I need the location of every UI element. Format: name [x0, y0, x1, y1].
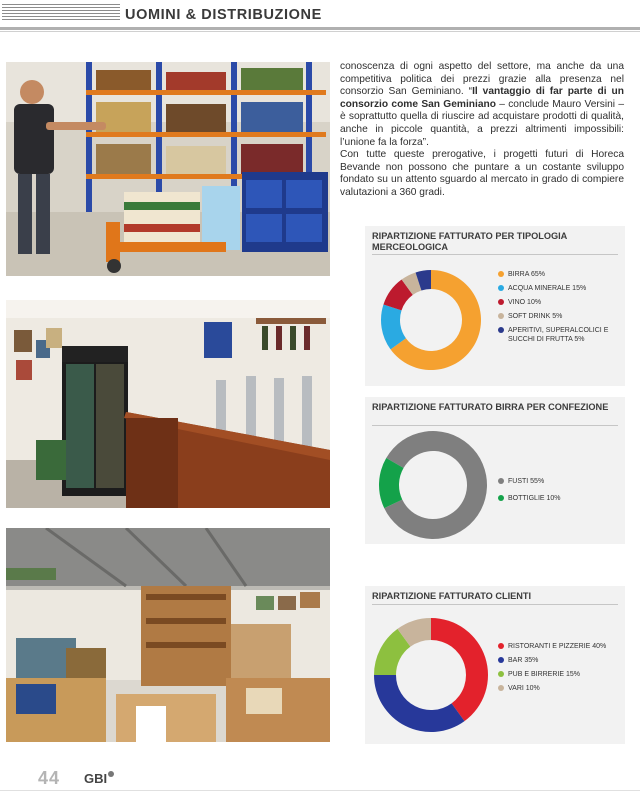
warehouse-photo: [6, 62, 330, 276]
chart-title-rule: [372, 604, 618, 605]
donut-slice-1: [431, 618, 488, 721]
legend-item: APERITIVI, SUPERALCOLICI E SUCCHI DI FRUTTA 5%: [498, 326, 626, 344]
legend-item: RISTORANTI E PIZZERIE 40%: [498, 642, 626, 651]
donut-slice-2: [374, 675, 465, 732]
legend-item: BIRRA 65%: [498, 270, 626, 279]
donut-chart-birra: [365, 425, 497, 542]
chart-legend: [498, 477, 626, 508]
legend-item: VARI 10%: [498, 684, 626, 693]
legend-item: PUB E BIRRERIE 15%: [498, 670, 626, 679]
header-rule-thin: [0, 31, 640, 32]
legend-item: VINO 10%: [498, 298, 626, 307]
page-number: 44: [38, 768, 61, 788]
chart-title-rule: [372, 254, 618, 255]
publisher-logo: GBI: [84, 771, 114, 786]
chart-legend: [498, 642, 626, 698]
legend-item: FUSTI 55%: [498, 477, 626, 486]
header-rule: [0, 27, 640, 30]
section-title: UOMINI & DISTRIBUZIONE: [125, 7, 322, 23]
chart-title: RIPARTIZIONE FATTURATO BIRRA PER CONFEZIONE: [372, 402, 609, 412]
chart-panel-clienti: [365, 586, 625, 744]
legend-item: SOFT DRINK 5%: [498, 312, 626, 321]
legend-item: ACQUA MINERALE 15%: [498, 284, 626, 293]
chart-panel-merceologica: [365, 226, 625, 386]
chart-title: RIPARTIZIONE FATTURATO PER TIPOLOGIA MERCEOLOGICA: [372, 231, 567, 252]
bar-interior-photo: [6, 300, 330, 508]
donut-slice-1: [384, 431, 487, 539]
article-paragraph-2: Con tutte queste prerogative, i progetti futuri di Horeca Bevande non possono che puntare a un costante sviluppo fondato su un attento sguardo al mercato in grado di compiere valutazioni a 360 gradi.: [340, 149, 624, 198]
donut-chart-merceologica: [365, 256, 497, 386]
store-photo: [6, 528, 330, 742]
chart-legend: [498, 270, 626, 349]
footer-rule: [0, 790, 640, 791]
article-paragraph-1: conoscenza di ogni aspetto del settore, ma anche da una competitiva politica dei prezzi grazie alla presenza nel consorzio San Geminiano. “Il vantaggio di far parte di un consorzio come San Geminiano – conclude Mauro Versini – è soprattutto quella di riuscire ad acquistare prodotti di qualità, anche in piccole quantità, a prezzi altrimenti impossibili: l’unione fa la forza”.: [340, 61, 625, 148]
chart-title: RIPARTIZIONE FATTURATO CLIENTI: [372, 591, 532, 601]
legend-item: BAR 35%: [498, 656, 626, 665]
article-text: [340, 61, 624, 200]
chart-panel-birra: [365, 397, 625, 544]
donut-chart-clienti: [365, 608, 497, 742]
legend-item: BOTTIGLIE 10%: [498, 494, 626, 503]
